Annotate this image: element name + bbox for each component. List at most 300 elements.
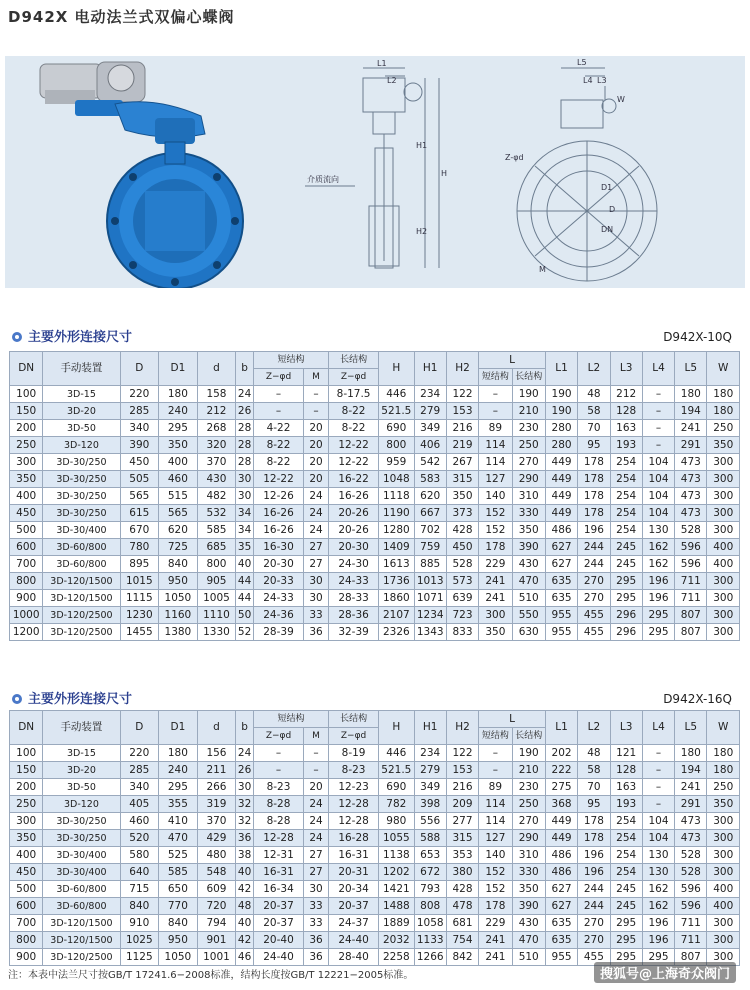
table-cell: 33 [304,607,329,624]
table-cell: 573 [446,573,478,590]
table-cell: 20-40 [253,932,303,949]
table-cell: 380 [446,864,478,881]
table-cell: 196 [642,590,674,607]
table-cell: 1013 [414,573,446,590]
table-cell: 180 [159,745,198,762]
table-cell: 300 [707,915,740,932]
table-cell: 12-28 [329,813,379,830]
table-cell: 12-22 [329,454,379,471]
table-cell: 27 [304,556,329,573]
table-cell: 800 [197,556,236,573]
table-cell: 114 [479,796,512,813]
table-cell: – [642,796,674,813]
table-cell: 220 [120,386,159,403]
table-cell: 635 [545,915,577,932]
table-cell: 20-26 [329,522,379,539]
table-cell: 230 [512,420,545,437]
table-cell: 450 [120,454,159,471]
table-cell: – [253,745,303,762]
table-cell: 300 [10,813,43,830]
table-cell: 95 [578,796,610,813]
header-h: H [379,711,414,745]
table-cell: 95 [578,437,610,454]
table-cell: 460 [120,813,159,830]
table-cell: 114 [479,437,512,454]
table-cell: 528 [675,522,707,539]
table-cell: 16-28 [329,830,379,847]
table-cell: 152 [479,864,512,881]
dimension-table-10q [9,351,740,641]
table-cell: 245 [610,539,642,556]
table-row [10,779,740,796]
table-cell: 410 [159,813,198,830]
table-cell: 1266 [414,949,446,966]
page-title: D942X 电动法兰式双偏心蝶阀 [8,8,235,26]
table-cell: 209 [446,796,478,813]
table-cell: 216 [446,420,478,437]
table-cell: 450 [10,505,43,522]
table-cell: 600 [10,898,43,915]
front-view-drawing [517,68,657,281]
table-cell: 280 [545,420,577,437]
table-cell: 128 [610,403,642,420]
table-cell: 1200 [10,624,43,641]
table-cell: 319 [197,796,236,813]
table-row [10,471,740,488]
table-cell: 300 [10,454,43,471]
table-cell: 140 [479,847,512,864]
table-cell: 241 [675,779,707,796]
table-cell: 639 [446,590,478,607]
table-cell: 12-28 [329,796,379,813]
table-cell: 609 [197,881,236,898]
table-cell: 8-22 [329,420,379,437]
table-cell: 212 [197,403,236,420]
table-cell: – [479,386,512,403]
table-cell: 650 [159,881,198,898]
table-cell: 300 [707,864,740,881]
table-cell: 532 [197,505,236,522]
table-cell: 350 [512,522,545,539]
table-cell: 24-37 [329,915,379,932]
table-cell: 430 [512,915,545,932]
table-cell: 295 [610,573,642,590]
table-cell: 42 [236,932,254,949]
table-cell: 275 [545,779,577,796]
table-cell: 3D-30/250 [43,830,120,847]
table-cell: 30 [236,471,254,488]
table-row [10,881,740,898]
table-cell: 1889 [379,915,414,932]
table-cell: 398 [414,796,446,813]
table-cell: 1380 [159,624,198,641]
table-cell: 685 [197,539,236,556]
header-l: L [479,711,546,728]
header-l2: L2 [578,711,610,745]
table-cell: 12-23 [329,779,379,796]
table-cell: 390 [120,437,159,454]
table-cell: 807 [675,607,707,624]
table-cell: 178 [578,488,610,505]
table-cell: 446 [379,386,414,403]
table-cell: 245 [610,898,642,915]
table-cell: 130 [642,522,674,539]
table-cell: 455 [578,949,610,966]
table-cell: 30 [304,590,329,607]
table-cell: 152 [479,881,512,898]
table-cell: 478 [446,898,478,915]
table-cell: 295 [610,915,642,932]
table-row [10,624,740,641]
table-cell: – [479,745,512,762]
table-cell: 600 [10,539,43,556]
dim-dn-label: DN [601,225,614,234]
table-cell: 1005 [197,590,236,607]
table-cell: 3D-15 [43,745,120,762]
table-cell: 340 [120,779,159,796]
table-cell: 653 [414,847,446,864]
table-cell: 300 [707,522,740,539]
table-cell: 370 [197,454,236,471]
table-cell: 3D-50 [43,420,120,437]
table-cell: 26 [236,403,254,420]
table-cell: 158 [197,386,236,403]
header-h1: H1 [414,711,446,745]
table-cell: 104 [642,488,674,505]
dim-l1-label: L1 [377,59,387,68]
header-h1: H1 [414,352,446,386]
table-cell: 400 [707,881,740,898]
table-cell: 3D-30/250 [43,488,120,505]
table-cell: 194 [675,762,707,779]
header-l-short: 短结构 [479,369,512,386]
header-b: b [236,711,254,745]
table-cell: 24-36 [253,607,303,624]
table-cell: 300 [707,813,740,830]
side-view-drawing [305,68,439,268]
table-cell: 34 [236,505,254,522]
header-z-phid-long: Z−φd [329,728,379,745]
table-cell: 3D-120/1500 [43,590,120,607]
table-cell: 210 [512,403,545,420]
table-cell: 3D-20 [43,762,120,779]
table-cell: 3D-30/250 [43,813,120,830]
table-cell: 800 [10,573,43,590]
table-cell: 400 [10,847,43,864]
table-cell: 254 [610,505,642,522]
table-cell: 1133 [414,932,446,949]
table-cell: 840 [159,915,198,932]
table-cell: 620 [414,488,446,505]
table-cell: 300 [479,607,512,624]
table-cell: 70 [578,779,610,796]
header-l4: L4 [642,352,674,386]
table-cell: 254 [610,488,642,505]
table-cell: 30 [304,881,329,898]
table-cell: 955 [545,624,577,641]
table-cell: 180 [707,403,740,420]
table-cell: 3D-120/1500 [43,932,120,949]
table-cell: 3D-50 [43,779,120,796]
table-cell: 196 [578,847,610,864]
table-cell: 350 [707,796,740,813]
table-cell: 150 [10,403,43,420]
table-cell: 627 [545,881,577,898]
table-cell: 291 [675,796,707,813]
table-cell: 30 [304,573,329,590]
table-cell: 1115 [120,590,159,607]
table-row [10,386,740,403]
table-cell: 163 [610,420,642,437]
table-cell: 580 [120,847,159,864]
table-cell: 296 [610,607,642,624]
table-cell: – [642,762,674,779]
valve-photo [40,62,243,288]
table-cell: – [642,437,674,454]
table-cell: 500 [10,522,43,539]
table-cell: 350 [446,488,478,505]
table-cell: 901 [197,932,236,949]
table-cell: 449 [545,471,577,488]
table-cell: 212 [610,386,642,403]
table-cell: 449 [545,488,577,505]
table-cell: 672 [414,864,446,881]
table-cell: 150 [10,762,43,779]
table-cell: 152 [479,505,512,522]
table-cell: 1001 [197,949,236,966]
table-cell: 46 [236,949,254,966]
table-cell: 782 [379,796,414,813]
table-cell: 36 [236,830,254,847]
table-cell: 40 [236,915,254,932]
table-cell: 114 [479,813,512,830]
table-cell: – [642,779,674,796]
table-cell: 895 [120,556,159,573]
table-cell: 430 [197,471,236,488]
table-cell: 690 [379,779,414,796]
table-cell: 40 [236,864,254,881]
table-cell: 279 [414,403,446,420]
table-cell: 104 [642,471,674,488]
table-cell: 20-34 [329,881,379,898]
table-cell: 300 [707,847,740,864]
table-cell: 8-22 [253,454,303,471]
table-cell: 449 [545,505,577,522]
table-cell: 254 [610,830,642,847]
table-cell: 550 [512,607,545,624]
table-cell: 808 [414,898,446,915]
table-cell: 1138 [379,847,414,864]
table-cell: 190 [512,386,545,403]
table-cell: 542 [414,454,446,471]
table-cell: 222 [545,762,577,779]
table-cell: 200 [10,779,43,796]
table-cell: 24 [304,796,329,813]
table-cell: 20 [304,437,329,454]
table-cell: 12-22 [329,437,379,454]
table-cell: 520 [120,830,159,847]
table-cell: 350 [512,881,545,898]
table-cell: 33 [304,898,329,915]
header-l3: L3 [610,352,642,386]
table-cell: 2326 [379,624,414,641]
table-cell: 486 [545,847,577,864]
table-cell: 16-26 [253,522,303,539]
table-cell: 254 [610,522,642,539]
table-cell: 36 [304,932,329,949]
table-cell: 596 [675,556,707,573]
table-cell: 3D-120 [43,796,120,813]
header-d1: D1 [159,352,198,386]
table-cell: 44 [236,573,254,590]
table-cell: 89 [479,420,512,437]
table-cell: 300 [707,454,740,471]
table-cell: 230 [512,779,545,796]
table-cell: 1048 [379,471,414,488]
table-cell: 406 [414,437,446,454]
table-cell: 300 [707,607,740,624]
table-cell: 180 [707,762,740,779]
table-cell: 720 [197,898,236,915]
table-cell: 1421 [379,881,414,898]
table-cell: 368 [545,796,577,813]
table-cell: 910 [120,915,159,932]
table-cell: 40 [236,556,254,573]
table-cell: 300 [707,932,740,949]
table-cell: 295 [642,624,674,641]
table-cell: 510 [512,590,545,607]
table-cell: 885 [414,556,446,573]
table-cell: 640 [120,864,159,881]
table-cell: 30 [236,779,254,796]
table-cell: 229 [479,556,512,573]
table-cell: 3D-30/400 [43,864,120,881]
table-cell: 267 [446,454,478,471]
table-cell: 8-28 [253,813,303,830]
table-cell: 702 [414,522,446,539]
table-row [10,420,740,437]
table-cell: 163 [610,779,642,796]
bullet-icon [12,694,22,704]
table-cell: 400 [159,454,198,471]
table-row [10,522,740,539]
table-cell: 521.5 [379,762,414,779]
header-l1: L1 [545,711,577,745]
table-cell: – [304,386,329,403]
table-cell: 1050 [159,949,198,966]
table-cell: 4-22 [253,420,303,437]
table-cell: 840 [159,556,198,573]
header-w: W [707,352,740,386]
dim-m-label: M [539,265,546,274]
table-cell: 900 [10,949,43,966]
table-cell: 296 [610,624,642,641]
table-cell: 178 [578,830,610,847]
table-cell: 1125 [120,949,159,966]
table-cell: 3D-60/800 [43,898,120,915]
table-cell: 36 [304,624,329,641]
table-cell: 130 [642,864,674,881]
table-row [10,437,740,454]
header-l-short: 短结构 [479,728,512,745]
dim-zphid-label: Z-φd [505,153,524,162]
table-cell: 310 [512,488,545,505]
table-cell: 266 [197,779,236,796]
header-h2: H2 [446,711,478,745]
table-cell: 12-31 [253,847,303,864]
table-cell: 370 [197,813,236,830]
table-cell: 178 [578,505,610,522]
table-cell: 295 [610,932,642,949]
table-cell: 330 [512,864,545,881]
table-cell: 122 [446,745,478,762]
table-cell: – [304,762,329,779]
table-cell: 905 [197,573,236,590]
header-d-inner: d [197,352,236,386]
table-cell: 596 [675,539,707,556]
table-cell: 900 [10,590,43,607]
table-cell: 473 [675,488,707,505]
table-row [10,539,740,556]
table-cell: 196 [642,915,674,932]
table-cell: 180 [675,386,707,403]
table-cell: 178 [479,898,512,915]
table-cell: 521.5 [379,403,414,420]
header-l: L [479,352,546,369]
table-cell: 300 [707,624,740,641]
table-cell: 196 [642,573,674,590]
header-d-outer: D [120,711,159,745]
table-cell: 1330 [197,624,236,641]
table-cell: 241 [479,949,512,966]
header-l1: L1 [545,352,577,386]
table-cell: 1488 [379,898,414,915]
table-row [10,454,740,471]
dim-h1-label: H1 [416,141,428,150]
table-row [10,403,740,420]
table-cell: 244 [578,898,610,915]
table-cell: 240 [159,762,198,779]
table-cell: 349 [414,779,446,796]
table-cell: 52 [236,624,254,641]
table-cell: 3D-30/250 [43,454,120,471]
table-cell: 162 [642,898,674,915]
table-cell: 16-31 [253,864,303,881]
table-cell: 24-33 [329,573,379,590]
table-cell: 780 [120,539,159,556]
table-cell: 277 [446,813,478,830]
dim-l5-label: L5 [577,58,587,67]
table-cell: 528 [675,864,707,881]
table-cell: 400 [707,898,740,915]
table-cell: 27 [304,539,329,556]
table-cell: 12-22 [253,471,303,488]
section-1-heading: 主要外形连接尺寸 [12,326,132,345]
table-cell: 400 [10,488,43,505]
table-cell: – [253,403,303,420]
table-row [10,573,740,590]
header-short-structure: 短结构 [253,352,328,369]
table-cell: 3D-30/400 [43,847,120,864]
table-cell: 280 [545,437,577,454]
table-cell: 20-37 [329,898,379,915]
header-l-long: 长结构 [512,369,545,386]
table-cell: 254 [610,864,642,881]
dim-l3-label: L3 [597,76,607,85]
dim-w-label: W [617,95,625,104]
table-cell: 28-36 [329,607,379,624]
table-cell: 32 [236,813,254,830]
